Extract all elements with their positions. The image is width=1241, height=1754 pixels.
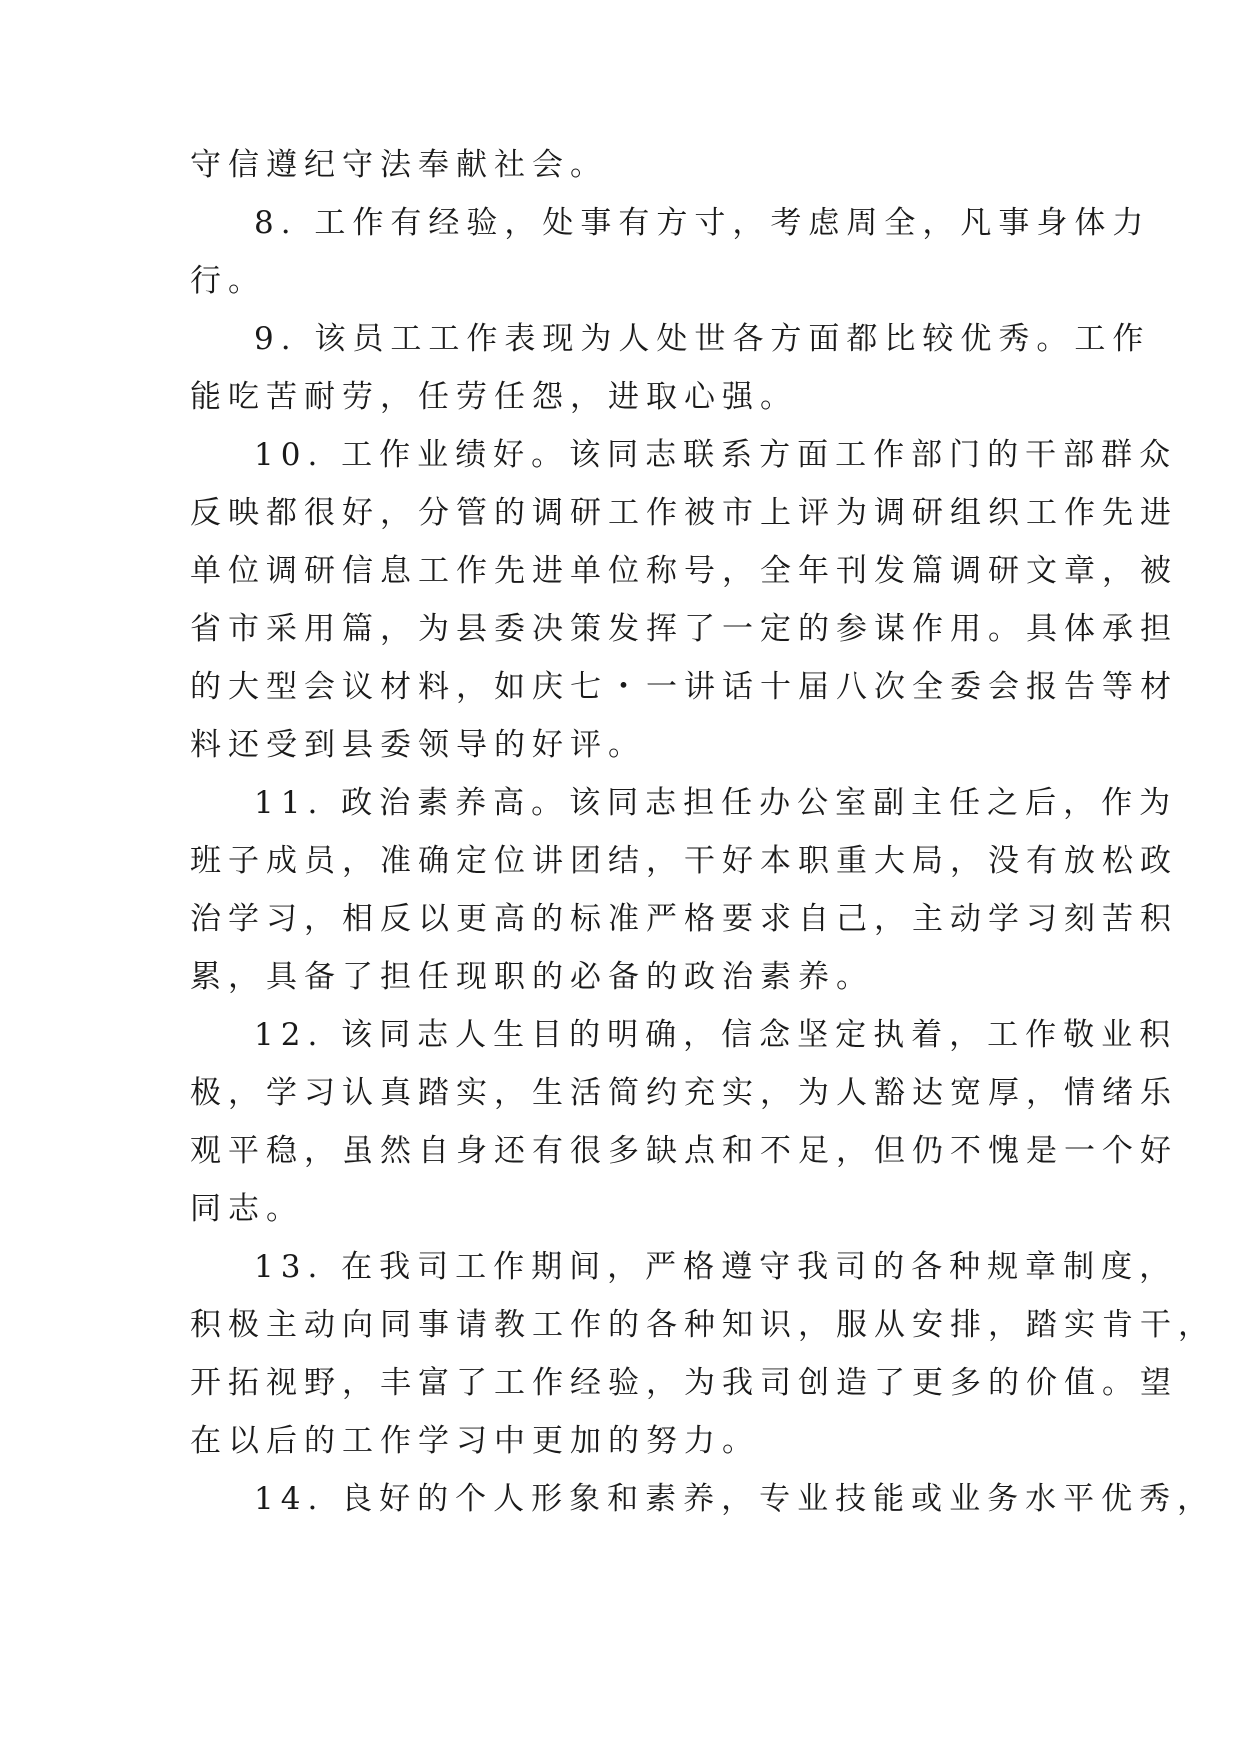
paragraph-item-10 [190, 426, 1178, 774]
text-line: 8. 工作有经验，处事有方寸，考虑周全，凡事身体力 [254, 205, 1151, 241]
text-line: 极，学习认真踏实，生活简约充实，为人豁达宽厚，情绪乐 [190, 1075, 1178, 1111]
paragraph-item-14 [190, 1470, 1216, 1528]
text-line: 积极主动向同事请教工作的各种知识，服从安排，踏实肯干， [190, 1307, 1216, 1343]
text-line: 9. 该员工工作表现为人处世各方面都比较优秀。工作 [254, 321, 1151, 357]
text-line: 的大型会议材料，如庆七・一讲话十届八次全委会报告等材 [190, 669, 1178, 705]
paragraph-item-9 [190, 310, 1151, 426]
text-line: 行。 [190, 263, 266, 299]
paragraph-item-13 [190, 1238, 1216, 1470]
text-line: 单位调研信息工作先进单位称号，全年刊发篇调研文章，被 [190, 553, 1178, 589]
text-line: 12. 该同志人生目的明确，信念坚定执着，工作敬业积 [254, 1017, 1178, 1053]
text-line: 在以后的工作学习中更加的努力。 [190, 1423, 760, 1459]
text-line: 反映都很好，分管的调研工作被市上评为调研组织工作先进 [190, 495, 1178, 531]
paragraph-item-12 [190, 1006, 1178, 1238]
text-line: 13. 在我司工作期间，严格遵守我司的各种规章制度， [254, 1249, 1178, 1285]
text-line: 班子成员，准确定位讲团结，干好本职重大局，没有放松政 [190, 843, 1178, 879]
paragraph-continued [190, 136, 1050, 194]
text-line: 治学习，相反以更高的标准严格要求自己，主动学习刻苦积 [190, 901, 1178, 937]
text-line: 料还受到县委领导的好评。 [190, 727, 646, 763]
text-line: 10. 工作业绩好。该同志联系方面工作部门的干部群众 [254, 437, 1178, 473]
paragraph-item-8 [190, 194, 1151, 310]
text-line: 累，具备了担任现职的必备的政治素养。 [190, 959, 874, 995]
text-line: 同志。 [190, 1191, 304, 1227]
text-line: 观平稳，虽然自身还有很多缺点和不足，但仍不愧是一个好 [190, 1133, 1178, 1169]
text-line: 14. 良好的个人形象和素养，专业技能或业务水平优秀， [254, 1481, 1216, 1517]
text-line: 能吃苦耐劳，任劳任怨，进取心强。 [190, 379, 798, 415]
text-line: 省市采用篇，为县委决策发挥了一定的参谋作用。具体承担 [190, 611, 1178, 647]
text-line: 守信遵纪守法奉献社会。 [190, 147, 608, 183]
document-page [190, 136, 1216, 1528]
text-line: 开拓视野，丰富了工作经验，为我司创造了更多的价值。望 [190, 1365, 1178, 1401]
text-line: 11. 政治素养高。该同志担任办公室副主任之后，作为 [254, 785, 1178, 821]
paragraph-item-11 [190, 774, 1178, 1006]
